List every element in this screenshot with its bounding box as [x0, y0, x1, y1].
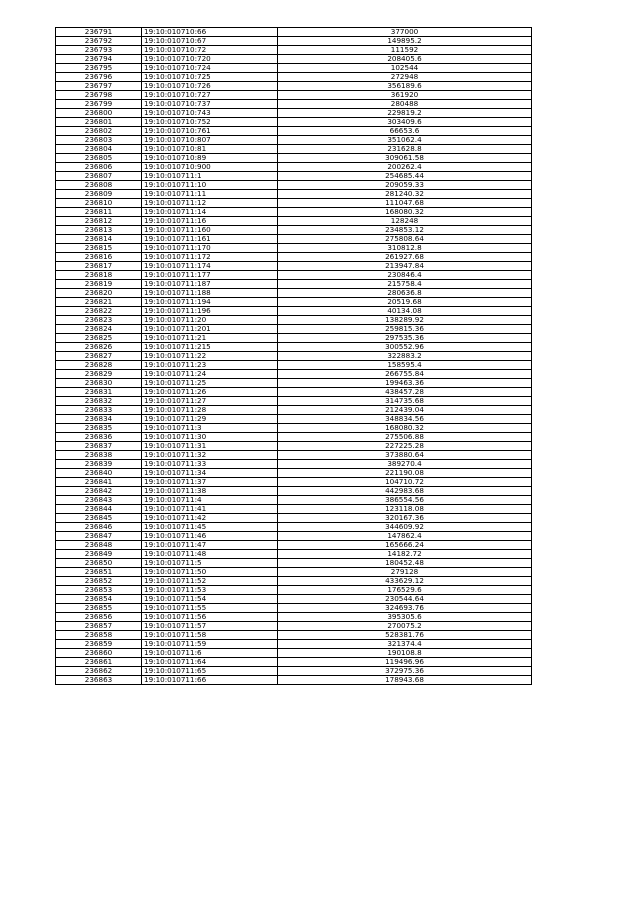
value-cell: 208405.6	[278, 55, 532, 64]
value-cell: 395305.6	[278, 613, 532, 622]
row-number-cell: 236805	[56, 154, 142, 163]
cadastral-number-cell: 19:10:010711:23	[142, 361, 278, 370]
cadastral-number-cell: 19:10:010711:10	[142, 181, 278, 190]
table-row	[56, 316, 532, 325]
table-row	[56, 559, 532, 568]
cadastral-number-cell: 19:10:010710:727	[142, 91, 278, 100]
row-number-cell: 236844	[56, 505, 142, 514]
table-body	[56, 28, 532, 685]
cadastral-number-cell: 19:10:010711:161	[142, 235, 278, 244]
value-cell: 254685.44	[278, 172, 532, 181]
value-cell: 275808.64	[278, 235, 532, 244]
cadastral-number-cell: 19:10:010711:26	[142, 388, 278, 397]
table-row	[56, 478, 532, 487]
row-number-cell: 236803	[56, 136, 142, 145]
value-cell: 389270.4	[278, 460, 532, 469]
value-cell: 227225.28	[278, 442, 532, 451]
table-row	[56, 532, 532, 541]
table-row	[56, 28, 532, 37]
value-cell: 178943.68	[278, 676, 532, 685]
cadastral-number-cell: 19:10:010710:900	[142, 163, 278, 172]
row-number-cell: 236795	[56, 64, 142, 73]
table-row	[56, 586, 532, 595]
table-row	[56, 217, 532, 226]
value-cell: 279128	[278, 568, 532, 577]
table-row	[56, 541, 532, 550]
row-number-cell: 236807	[56, 172, 142, 181]
table-row	[56, 46, 532, 55]
cadastral-number-cell: 19:10:010711:41	[142, 505, 278, 514]
table-row	[56, 460, 532, 469]
value-cell: 221190.08	[278, 469, 532, 478]
cadastral-number-cell: 19:10:010711:37	[142, 478, 278, 487]
cadastral-number-cell: 19:10:010710:743	[142, 109, 278, 118]
row-number-cell: 236813	[56, 226, 142, 235]
table-row	[56, 514, 532, 523]
table-row	[56, 91, 532, 100]
table-row	[56, 226, 532, 235]
cadastral-number-cell: 19:10:010711:20	[142, 316, 278, 325]
cadastral-number-cell: 19:10:010711:30	[142, 433, 278, 442]
value-cell: 147862.4	[278, 532, 532, 541]
cadastral-number-cell: 19:10:010711:170	[142, 244, 278, 253]
value-cell: 297535.36	[278, 334, 532, 343]
row-number-cell: 236808	[56, 181, 142, 190]
table-row	[56, 172, 532, 181]
row-number-cell: 236812	[56, 217, 142, 226]
table-row	[56, 118, 532, 127]
table-row	[56, 469, 532, 478]
table-row	[56, 505, 532, 514]
cadastral-number-cell: 19:10:010711:16	[142, 217, 278, 226]
table-row	[56, 82, 532, 91]
row-number-cell: 236799	[56, 100, 142, 109]
table-row	[56, 676, 532, 685]
value-cell: 229819.2	[278, 109, 532, 118]
value-cell: 149895.2	[278, 37, 532, 46]
table-row	[56, 658, 532, 667]
cadastral-number-cell: 19:10:010711:48	[142, 550, 278, 559]
cadastral-number-cell: 19:10:010710:807	[142, 136, 278, 145]
cadastral-number-cell: 19:10:010710:89	[142, 154, 278, 163]
value-cell: 66653.6	[278, 127, 532, 136]
value-cell: 158595.4	[278, 361, 532, 370]
cadastral-number-cell: 19:10:010711:160	[142, 226, 278, 235]
cadastral-number-cell: 19:10:010711:11	[142, 190, 278, 199]
row-number-cell: 236848	[56, 541, 142, 550]
row-number-cell: 236862	[56, 667, 142, 676]
row-number-cell: 236855	[56, 604, 142, 613]
row-number-cell: 236828	[56, 361, 142, 370]
table-row	[56, 289, 532, 298]
value-cell: 377000	[278, 28, 532, 37]
row-number-cell: 236794	[56, 55, 142, 64]
row-number-cell: 236822	[56, 307, 142, 316]
table-row	[56, 181, 532, 190]
table-row	[56, 649, 532, 658]
row-number-cell: 236802	[56, 127, 142, 136]
cadastral-number-cell: 19:10:010711:201	[142, 325, 278, 334]
row-number-cell: 236814	[56, 235, 142, 244]
cadastral-number-cell: 19:10:010711:24	[142, 370, 278, 379]
table-row	[56, 361, 532, 370]
table-row	[56, 334, 532, 343]
table-row	[56, 73, 532, 82]
cadastral-number-cell: 19:10:010711:55	[142, 604, 278, 613]
cadastral-number-cell: 19:10:010711:59	[142, 640, 278, 649]
row-number-cell: 236841	[56, 478, 142, 487]
table-row	[56, 145, 532, 154]
row-number-cell: 236801	[56, 118, 142, 127]
row-number-cell: 236826	[56, 343, 142, 352]
cadastral-number-cell: 19:10:010711:25	[142, 379, 278, 388]
cadastral-number-cell: 19:10:010711:66	[142, 676, 278, 685]
row-number-cell: 236856	[56, 613, 142, 622]
table-row	[56, 199, 532, 208]
table-row	[56, 451, 532, 460]
value-cell: 168080.32	[278, 208, 532, 217]
table-row	[56, 370, 532, 379]
row-number-cell: 236825	[56, 334, 142, 343]
table-row	[56, 55, 532, 64]
cadastral-number-cell: 19:10:010711:32	[142, 451, 278, 460]
row-number-cell: 236824	[56, 325, 142, 334]
table-row	[56, 109, 532, 118]
row-number-cell: 236835	[56, 424, 142, 433]
row-number-cell: 236837	[56, 442, 142, 451]
value-cell: 128248	[278, 217, 532, 226]
cadastral-number-cell: 19:10:010711:31	[142, 442, 278, 451]
cadastral-number-cell: 19:10:010711:187	[142, 280, 278, 289]
row-number-cell: 236863	[56, 676, 142, 685]
cadastral-number-cell: 19:10:010711:64	[142, 658, 278, 667]
row-number-cell: 236833	[56, 406, 142, 415]
cadastral-number-cell: 19:10:010711:56	[142, 613, 278, 622]
row-number-cell: 236800	[56, 109, 142, 118]
value-cell: 348834.56	[278, 415, 532, 424]
value-cell: 190108.8	[278, 649, 532, 658]
table-row	[56, 568, 532, 577]
cadastral-number-cell: 19:10:010711:33	[142, 460, 278, 469]
value-cell: 234853.12	[278, 226, 532, 235]
cadastral-number-cell: 19:10:010710:737	[142, 100, 278, 109]
value-cell: 528381.76	[278, 631, 532, 640]
row-number-cell: 236829	[56, 370, 142, 379]
value-cell: 102544	[278, 64, 532, 73]
value-cell: 176529.6	[278, 586, 532, 595]
value-cell: 300552.96	[278, 343, 532, 352]
cadastral-number-cell: 19:10:010711:12	[142, 199, 278, 208]
row-number-cell: 236823	[56, 316, 142, 325]
row-number-cell: 236820	[56, 289, 142, 298]
cadastral-number-cell: 19:10:010711:47	[142, 541, 278, 550]
row-number-cell: 236849	[56, 550, 142, 559]
row-number-cell: 236810	[56, 199, 142, 208]
cadastral-number-cell: 19:10:010711:1	[142, 172, 278, 181]
table-row	[56, 433, 532, 442]
table-row	[56, 523, 532, 532]
value-cell: 168080.32	[278, 424, 532, 433]
value-cell: 280488	[278, 100, 532, 109]
row-number-cell: 236834	[56, 415, 142, 424]
cadastral-number-cell: 19:10:010710:724	[142, 64, 278, 73]
value-cell: 20519.68	[278, 298, 532, 307]
value-cell: 386554.56	[278, 496, 532, 505]
cadastral-value-table	[55, 27, 532, 685]
table-row	[56, 208, 532, 217]
cadastral-number-cell: 19:10:010710:66	[142, 28, 278, 37]
value-cell: 213947.84	[278, 262, 532, 271]
table-row	[56, 631, 532, 640]
row-number-cell: 236832	[56, 397, 142, 406]
table-row	[56, 280, 532, 289]
cadastral-number-cell: 19:10:010710:726	[142, 82, 278, 91]
cadastral-number-cell: 19:10:010711:188	[142, 289, 278, 298]
row-number-cell: 236827	[56, 352, 142, 361]
value-cell: 372975.36	[278, 667, 532, 676]
value-cell: 303409.6	[278, 118, 532, 127]
value-cell: 442983.68	[278, 487, 532, 496]
value-cell: 123118.08	[278, 505, 532, 514]
row-number-cell: 236839	[56, 460, 142, 469]
row-number-cell: 236797	[56, 82, 142, 91]
row-number-cell: 236860	[56, 649, 142, 658]
cadastral-number-cell: 19:10:010711:57	[142, 622, 278, 631]
table-row	[56, 325, 532, 334]
value-cell: 309061.58	[278, 154, 532, 163]
value-cell: 281240.32	[278, 190, 532, 199]
table-row	[56, 622, 532, 631]
table-row	[56, 271, 532, 280]
table-row	[56, 604, 532, 613]
cadastral-number-cell: 19:10:010711:38	[142, 487, 278, 496]
value-cell: 212439.04	[278, 406, 532, 415]
cadastral-number-cell: 19:10:010711:215	[142, 343, 278, 352]
row-number-cell: 236838	[56, 451, 142, 460]
row-number-cell: 236847	[56, 532, 142, 541]
value-cell: 111592	[278, 46, 532, 55]
value-cell: 272948	[278, 73, 532, 82]
cadastral-number-cell: 19:10:010711:45	[142, 523, 278, 532]
cadastral-number-cell: 19:10:010710:761	[142, 127, 278, 136]
cadastral-number-cell: 19:10:010711:196	[142, 307, 278, 316]
table-row	[56, 190, 532, 199]
value-cell: 111047.68	[278, 199, 532, 208]
row-number-cell: 236861	[56, 658, 142, 667]
value-cell: 261927.68	[278, 253, 532, 262]
value-cell: 230846.4	[278, 271, 532, 280]
row-number-cell: 236817	[56, 262, 142, 271]
cadastral-number-cell: 19:10:010711:46	[142, 532, 278, 541]
table-row	[56, 307, 532, 316]
value-cell: 200262.4	[278, 163, 532, 172]
row-number-cell: 236806	[56, 163, 142, 172]
value-cell: 373880.64	[278, 451, 532, 460]
value-cell: 321374.4	[278, 640, 532, 649]
table-row	[56, 343, 532, 352]
row-number-cell: 236818	[56, 271, 142, 280]
row-number-cell: 236821	[56, 298, 142, 307]
row-number-cell: 236809	[56, 190, 142, 199]
cadastral-number-cell: 19:10:010711:42	[142, 514, 278, 523]
cadastral-number-cell: 19:10:010710:67	[142, 37, 278, 46]
row-number-cell: 236815	[56, 244, 142, 253]
cadastral-number-cell: 19:10:010710:725	[142, 73, 278, 82]
value-cell: 356189.6	[278, 82, 532, 91]
cadastral-number-cell: 19:10:010711:172	[142, 253, 278, 262]
value-cell: 119496.96	[278, 658, 532, 667]
value-cell: 40134.08	[278, 307, 532, 316]
table-row	[56, 397, 532, 406]
row-number-cell: 236791	[56, 28, 142, 37]
cadastral-number-cell: 19:10:010711:65	[142, 667, 278, 676]
table-row	[56, 154, 532, 163]
table-row	[56, 640, 532, 649]
cadastral-number-cell: 19:10:010711:3	[142, 424, 278, 433]
value-cell: 14182.72	[278, 550, 532, 559]
value-cell: 351062.4	[278, 136, 532, 145]
table-row	[56, 442, 532, 451]
value-cell: 266755.84	[278, 370, 532, 379]
table-row	[56, 37, 532, 46]
table-row	[56, 127, 532, 136]
cadastral-number-cell: 19:10:010711:29	[142, 415, 278, 424]
table-row	[56, 64, 532, 73]
cadastral-number-cell: 19:10:010711:5	[142, 559, 278, 568]
cadastral-number-cell: 19:10:010711:21	[142, 334, 278, 343]
table-row	[56, 262, 532, 271]
row-number-cell: 236798	[56, 91, 142, 100]
table-row	[56, 415, 532, 424]
cadastral-number-cell: 19:10:010711:6	[142, 649, 278, 658]
cadastral-number-cell: 19:10:010710:752	[142, 118, 278, 127]
table-row	[56, 424, 532, 433]
row-number-cell: 236858	[56, 631, 142, 640]
row-number-cell: 236852	[56, 577, 142, 586]
row-number-cell: 236857	[56, 622, 142, 631]
cadastral-number-cell: 19:10:010711:177	[142, 271, 278, 280]
row-number-cell: 236796	[56, 73, 142, 82]
row-number-cell: 236843	[56, 496, 142, 505]
table-row	[56, 298, 532, 307]
table-row	[56, 244, 532, 253]
table-row	[56, 667, 532, 676]
value-cell: 324693.76	[278, 604, 532, 613]
table-row	[56, 163, 532, 172]
cadastral-number-cell: 19:10:010711:58	[142, 631, 278, 640]
cadastral-number-cell: 19:10:010711:50	[142, 568, 278, 577]
cadastral-number-cell: 19:10:010711:194	[142, 298, 278, 307]
value-cell: 361920	[278, 91, 532, 100]
row-number-cell: 236831	[56, 388, 142, 397]
row-number-cell: 236845	[56, 514, 142, 523]
row-number-cell: 236793	[56, 46, 142, 55]
value-cell: 438457.28	[278, 388, 532, 397]
table-row	[56, 388, 532, 397]
row-number-cell: 236836	[56, 433, 142, 442]
cadastral-number-cell: 19:10:010711:52	[142, 577, 278, 586]
row-number-cell: 236830	[56, 379, 142, 388]
row-number-cell: 236846	[56, 523, 142, 532]
value-cell: 180452.48	[278, 559, 532, 568]
cadastral-number-cell: 19:10:010711:22	[142, 352, 278, 361]
value-cell: 344609.92	[278, 523, 532, 532]
table-row	[56, 136, 532, 145]
cadastral-number-cell: 19:10:010711:27	[142, 397, 278, 406]
value-cell: 138289.92	[278, 316, 532, 325]
row-number-cell: 236792	[56, 37, 142, 46]
value-cell: 320167.36	[278, 514, 532, 523]
table-row	[56, 352, 532, 361]
value-cell: 259815.36	[278, 325, 532, 334]
row-number-cell: 236859	[56, 640, 142, 649]
row-number-cell: 236850	[56, 559, 142, 568]
value-cell: 215758.4	[278, 280, 532, 289]
cadastral-number-cell: 19:10:010710:720	[142, 55, 278, 64]
value-cell: 275506.88	[278, 433, 532, 442]
cadastral-number-cell: 19:10:010711:28	[142, 406, 278, 415]
value-cell: 314735.68	[278, 397, 532, 406]
row-number-cell: 236851	[56, 568, 142, 577]
value-cell: 322883.2	[278, 352, 532, 361]
cadastral-number-cell: 19:10:010710:81	[142, 145, 278, 154]
value-cell: 310812.8	[278, 244, 532, 253]
row-number-cell: 236804	[56, 145, 142, 154]
table-row	[56, 100, 532, 109]
value-cell: 230544.64	[278, 595, 532, 604]
row-number-cell: 236811	[56, 208, 142, 217]
row-number-cell: 236854	[56, 595, 142, 604]
row-number-cell: 236816	[56, 253, 142, 262]
cadastral-number-cell: 19:10:010711:4	[142, 496, 278, 505]
value-cell: 209059.33	[278, 181, 532, 190]
cadastral-number-cell: 19:10:010711:14	[142, 208, 278, 217]
cadastral-number-cell: 19:10:010711:54	[142, 595, 278, 604]
cadastral-number-cell: 19:10:010710:72	[142, 46, 278, 55]
row-number-cell: 236819	[56, 280, 142, 289]
table-row	[56, 406, 532, 415]
value-cell: 165666.24	[278, 541, 532, 550]
table-row	[56, 613, 532, 622]
value-cell: 104710.72	[278, 478, 532, 487]
cadastral-number-cell: 19:10:010711:34	[142, 469, 278, 478]
value-cell: 280636.8	[278, 289, 532, 298]
row-number-cell: 236840	[56, 469, 142, 478]
cadastral-number-cell: 19:10:010711:174	[142, 262, 278, 271]
value-cell: 199463.36	[278, 379, 532, 388]
table-row	[56, 496, 532, 505]
table-row	[56, 487, 532, 496]
row-number-cell: 236853	[56, 586, 142, 595]
table-row	[56, 235, 532, 244]
table-row	[56, 595, 532, 604]
value-cell: 270075.2	[278, 622, 532, 631]
table-row	[56, 577, 532, 586]
value-cell: 433629.12	[278, 577, 532, 586]
table-row	[56, 379, 532, 388]
table-row	[56, 550, 532, 559]
row-number-cell: 236842	[56, 487, 142, 496]
cadastral-number-cell: 19:10:010711:53	[142, 586, 278, 595]
table-row	[56, 253, 532, 262]
value-cell: 231628.8	[278, 145, 532, 154]
